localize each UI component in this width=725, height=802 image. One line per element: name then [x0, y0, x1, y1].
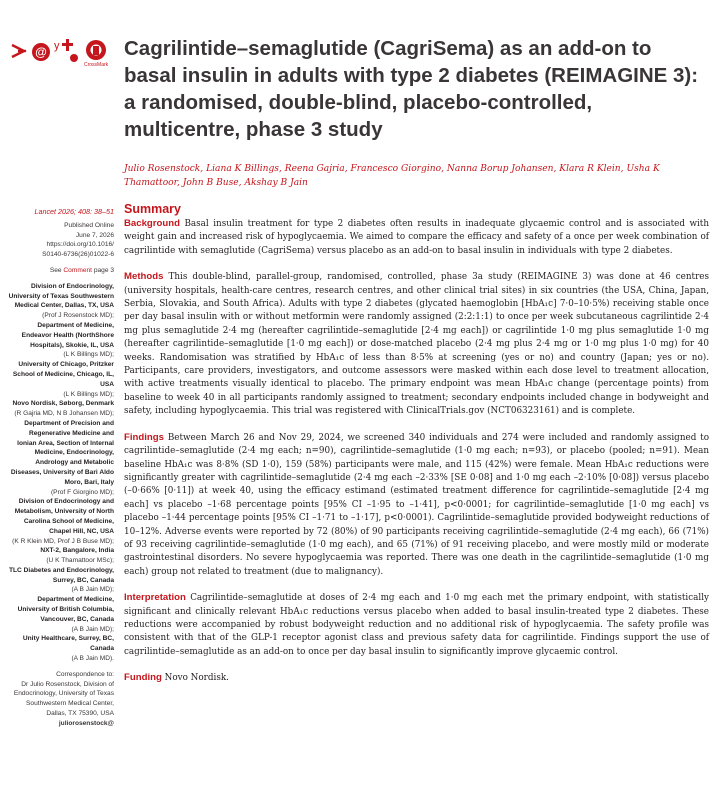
see-comment — [8, 266, 114, 276]
affiliation-institution: TLC Diabetes and Endocrinology, Surrey, BC, Canada — [8, 566, 114, 584]
affiliation-authors: (L K Billings MD); — [63, 390, 114, 398]
summary-paragraph — [124, 591, 709, 659]
affiliation-item — [8, 399, 114, 419]
summary-heading: Summary — [124, 202, 181, 216]
section-text: Between March 26 and Nov 29, 2024, we screened 340 individuals and 274 were included and randomly assigned to cagrilintide–semaglutide (2·4 mg each; n=90), cagrilintide–semaglutide (1·0 mg each; n=93), or placebo (pooled; n=91). Mean baseline HbA₁c was 8·8% (SD 1·0), 159 (58%) participants were male, and 115 (42%) were female. Mean HbA₁c reductions were significantly greater with cagrilintide–semaglutide (2·4 mg each –2·33% [SE 0·08] and 1·0 mg each –2·10% [0·08]) versus placebo (–0·66% [0·11]) at week 40, using the efficacy estimand (estimated treatment difference for cagrilintide–semaglutide [2·4 mg each] vs placebo –1·68 percentage points [95% CI –1·95 to –1·41], p<0·0001; for cagrilintide–semaglutide [1·0 mg each] vs placebo –1·44 percentage points [95% CI –1·71 to –1·17], p<0·0001). Cagrilintide–semaglutide provided bodyweight reductions of 10–12%. Adverse events were reported by 72 (80%) of 90 participants receiving cagrilintide–semaglutide (2·4 mg each), 66 (71%) of 93 receiving cagrilintide–semaglutide (1·0 mg each), and 65 (71%) of 91 receiving placebo, and were mostly mild or moderate gastrointestinal disorders. No severe hypoglycaemia was reported. There was one death in the cagrilintide–semaglutide (1·0 mg each) group not related to treatment (due to malignancy). — [124, 432, 709, 577]
summary-section — [124, 202, 709, 698]
affiliation-authors: (Prof F Giorgino MD); — [50, 488, 114, 496]
affiliation-item — [8, 595, 114, 634]
affiliation-item — [8, 634, 114, 663]
section-label: Funding — [124, 672, 162, 684]
section-label: Interpretation — [124, 592, 186, 604]
svg-text:@: @ — [35, 45, 47, 59]
affiliation-item — [8, 419, 114, 497]
published-online: Published Online June 7, 2026 https://doi.org/10.1016/ S0140-6736(26)01022-6 — [42, 221, 114, 259]
affiliation-institution: Department of Precision and Regenerative Medicine and Ionian Area, Section of Internal Medicine, Endocrinology, Andrology and Metabolic Diseases, University of Bari Aldo Moro, Bari, Italy — [10, 419, 114, 486]
affiliation-institution: Department of Medicine, University of British Columbia, Vancouver, BC, Canada — [17, 596, 114, 623]
section-text: Cagrilintide–semaglutide at doses of 2·4 mg each and 1·0 mg each met the primary endpoint, with statistically significant and clinically relevant HbA₁c reductions versus placebo when added to basal insulin-treated type 2 diabetes. These reductions were accompanied by robust bodyweight reduction and no additional risk of hypoglycaemia. The safety profile was consistent with that of the GLP-1 receptor agonist class and previous safety data for cagrilintide. Findings support the use of cagrilintide–semaglutide as an add-on to once per day basal insulin to significantly improve glycaemic control. — [124, 593, 709, 657]
affiliation-authors: (Prof J Rosenstock MD); — [42, 312, 114, 320]
section-text: Basal insulin treatment for type 2 diabetes often results in inadequate glycaemic control and is associated with weight gain and increased risk of hypoglycaemia. We aimed to compare the efficacy and safety of a once per week combination of cagrilintide with semaglutide (CagriSema) versus placebo as an add-on to basal insulin in individuals with type 2 diabetes. — [124, 219, 709, 256]
cross-icon — [62, 39, 78, 62]
section-label: Background — [124, 218, 180, 229]
article-sidebar — [8, 207, 114, 729]
section-label: Findings — [124, 431, 164, 443]
open-access-icon — [32, 40, 60, 61]
affiliation-item — [8, 282, 114, 321]
affiliation-item — [8, 321, 114, 360]
section-label: Methods — [124, 271, 164, 283]
correspondence-email[interactable]: juliorosenstock@ — [58, 719, 114, 727]
affiliation-authors: (A B Jain MD). — [71, 655, 114, 663]
see-prefix: See — [49, 266, 64, 274]
summary-paragraph — [124, 270, 709, 418]
section-text: This double-blind, parallel-group, randomised, controlled, phase 3a study (REIMAGINE 3) was done at 46 centres (university hospitals, health-care centres, research centres, and other clinical trial sites) in six countries (the USA, China, Japan, Serbia, Slovakia, and South Africa). Adults with type 2 diabetes (glycated haemoglobin [HbA₁c] 7·0–10·5%) receiving stable once per day basal insulin with or without metformin were randomly assigned (2:2:1:1) to once per week subcutaneous cagrilintide 2·4 mg plus semaglutide 2·4 mg (hereafter cagrilintide–semaglutide [2·4 mg each]) or cagrilintide 1·0 mg plus semaglutide 1·0 mg (hereafter cagrilintide–semaglutide [1·0 mg each]) or dose-matched placebo (2·4 mg plus 2·4 mg or 1·0 mg plus 1·0 mg) for 40 weeks. Randomisation was stratified by HbA₁c of less than 8·5% at screening (yes or no) and country (Japan; yes or no). Participants, care providers, investigators, and outcome assessors were masked within each dose level to treatment allocation, with active treatments visually identical to placebo. The primary endpoint was mean HbA₁c change (percentage points) from baseline to week 40 in all participants randomly assigned to treatment; secondary endpoints included change in bodyweight and safety, including hypoglycaemia. This trial was registered with ClinicalTrials.gov (NCT06323161) and is complete. — [124, 272, 709, 417]
affiliation-institution: Division of Endocrinology and Metabolism, University of North Carolina School of Medicine, Chapel Hill, NC, USA — [14, 498, 114, 535]
affiliation-institution: NXT-2, Bangalore, India — [40, 547, 114, 555]
affiliation-authors: (L K Billings MD); — [63, 351, 114, 359]
summary-paragraph — [124, 671, 709, 685]
affiliation-institution: University of Chicago, Pritzker School of Medicine, Chicago, IL, USA — [12, 361, 114, 388]
affiliation-authors: (A B Jain MD); — [71, 586, 114, 594]
summary-paragraph — [124, 431, 709, 579]
affiliation-institution: Division of Endocrinology, University of Texas Southwestern Medical Center, Dallas, TX, USA — [8, 282, 114, 310]
article-title: Cagrilintide–semaglutide (CagriSema) as an add-on to basal insulin in adults with type 2 diabetes (REIMAGINE 3): a randomised, double-blind, placebo-controlled, multicentre, phase 3 study — [124, 37, 699, 141]
summary-paragraph — [124, 217, 709, 258]
section-text: Novo Nordisk. — [161, 673, 229, 684]
see-suffix: page 3 — [92, 266, 114, 274]
affiliation-item — [8, 360, 114, 399]
affiliation-authors: (K R Klein MD, Prof J B Buse MD); — [12, 537, 114, 545]
lancet-mark-icon — [12, 45, 26, 57]
citation: Lancet 2026; 408: 38–51 — [34, 207, 114, 216]
affiliation-institution: Department of Medicine, Endeavor Health (NorthShore Hospitals), Skokie, IL, USA — [21, 321, 114, 349]
comment-link[interactable]: Comment — [63, 266, 92, 274]
author-list: Julio Rosenstock, Liana K Billings, Reena Gajria, Francesco Giorgino, Nanna Borup Johansen, Klara R Klein, Usha K Thamattoor, John B Buse, Akshay B Jain — [124, 164, 660, 188]
affiliation-item — [8, 497, 114, 546]
affiliation-item — [8, 566, 114, 595]
correspondence: Correspondence to: Dr Julio Rosenstock, Division of Endocrinology, University of Texas Southwestern Medical Center, Dallas, TX 75390, USA — [13, 670, 114, 718]
summary-body — [124, 217, 709, 686]
affiliation-authors: (R Gajria MD, N B Johansen MD); — [14, 410, 114, 418]
affiliation-institution: Unity Healthcare, Surrey, BC, Canada — [22, 635, 114, 653]
affiliation-institution: Novo Nordisk, Søborg, Denmark — [12, 400, 114, 408]
affiliation-authors: (A B Jain MD); — [71, 625, 114, 633]
affiliation-authors: (U K Thamattoor MSc); — [46, 557, 114, 565]
affiliation-item — [8, 546, 114, 566]
affiliations — [8, 282, 114, 664]
svg-text:y: y — [54, 40, 60, 52]
crossmark-icon — [86, 40, 106, 60]
crossmark-label[interactable]: CrossMark — [84, 62, 109, 68]
